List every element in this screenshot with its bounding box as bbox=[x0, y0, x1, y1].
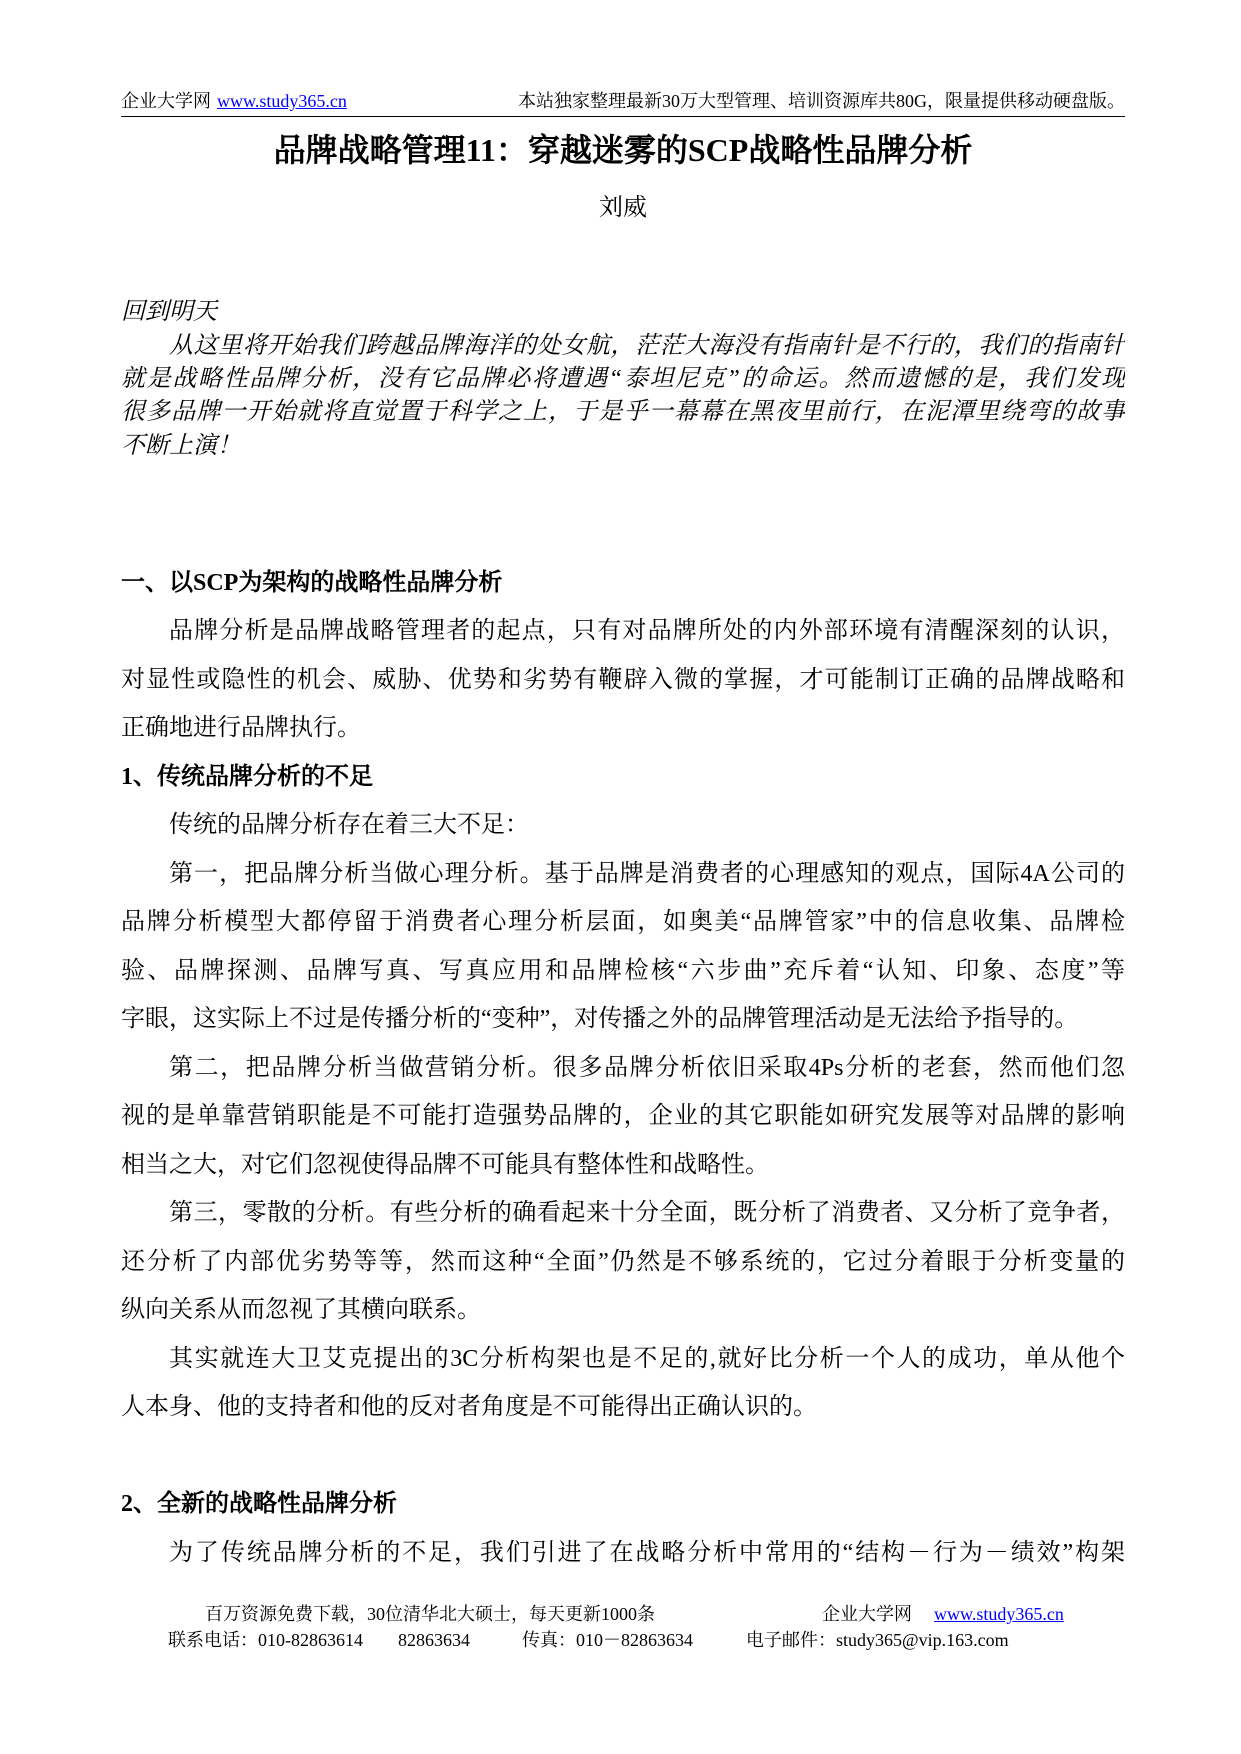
document-body bbox=[121, 559, 1125, 1578]
header-site-link[interactable]: www.study365.cn bbox=[217, 91, 347, 111]
header-site bbox=[121, 88, 347, 114]
paragraph bbox=[121, 1335, 1125, 1432]
header-site-name: 企业大学网 bbox=[121, 91, 211, 111]
footer-email: 电子邮件：study365@vip.163.com bbox=[746, 1630, 1009, 1650]
preface-heading: 回到明天 bbox=[121, 299, 217, 326]
paragraph-line: 为了传统品牌分析的不足，我们引进了在战略分析中常用的“结构－行为－绩效”构架 bbox=[169, 1539, 1125, 1566]
paragraph bbox=[121, 850, 1125, 1044]
paragraph-line: 第三，零散的分析。有些分析的确看起来十分全面，既分析了消费者、又分析了竞争者， bbox=[169, 1200, 1125, 1227]
header-divider bbox=[121, 116, 1125, 117]
subsection-heading: 1、传统品牌分析的不足 bbox=[121, 763, 373, 790]
footer-site-name: 企业大学网 bbox=[822, 1604, 912, 1624]
paragraph bbox=[121, 801, 1125, 850]
paragraph-line: 对显性或隐性的机会、威胁、优势和劣势有鞭辟入微的掌握，才可能制订正确的品牌战略和 bbox=[121, 666, 1125, 693]
preface-line: 就是战略性品牌分析，没有它品牌必将遭遇“泰坦尼克”的命运。然而遗憾的是，我们发现 bbox=[121, 365, 1125, 392]
paragraph-line: 相当之大，对它们忽视使得品牌不可能具有整体性和战略性。 bbox=[121, 1151, 769, 1178]
paragraph-line: 其实就连大卫艾克提出的3C分析构架也是不足的,就好比分析一个人的成功，单从他个 bbox=[169, 1345, 1125, 1372]
paragraph-line: 字眼，这实际上不过是传播分析的“变种”，对传播之外的品牌管理活动是无法给予指导的。 bbox=[121, 1006, 1079, 1033]
paragraph bbox=[121, 1044, 1125, 1190]
preface-line: 很多品牌一开始就将直觉置于科学之上，于是乎一幕幕在黑夜里前行，在泥潭里绕弯的故事 bbox=[121, 399, 1125, 426]
paragraph-line: 视的是单靠营销职能是不可能打造强势品牌的，企业的其它职能如研究发展等对品牌的影响 bbox=[121, 1103, 1125, 1130]
preface-line: 不断上演！ bbox=[121, 432, 241, 459]
paragraph-line: 还分析了内部优劣势等等，然而这种“全面”仍然是不够系统的，它过分着眼于分析变量的 bbox=[121, 1248, 1125, 1275]
footer-fax: 传真：010－82863634 bbox=[522, 1630, 693, 1650]
paragraph-line: 品牌分析模型大都停留于消费者心理分析层面，如奥美“品牌管家”中的信息收集、品牌检 bbox=[121, 909, 1125, 936]
paragraph-line: 第一，把品牌分析当做心理分析。基于品牌是消费者的心理感知的观点，国际4A公司的 bbox=[169, 860, 1125, 887]
paragraph bbox=[121, 1189, 1125, 1335]
footer-site-link[interactable]: www.study365.cn bbox=[934, 1604, 1064, 1624]
footer-phone: 联系电话：010-82863614 bbox=[168, 1630, 363, 1650]
header-notice: 本站独家整理最新30万大型管理、培训资源库共80G，限量提供移动硬盘版。 bbox=[518, 91, 1125, 111]
paragraph-line: 纵向关系从而忽视了其横向联系。 bbox=[121, 1297, 481, 1324]
blank-line bbox=[121, 1432, 1125, 1481]
preface-line: 从这里将开始我们跨越品牌海洋的处女航，茫茫大海没有指南针是不行的，我们的指南针 bbox=[169, 332, 1125, 359]
paragraph bbox=[121, 1529, 1125, 1578]
paragraph bbox=[121, 607, 1125, 753]
paragraph-line: 传统的品牌分析存在着三大不足： bbox=[169, 812, 529, 839]
footer-tagline: 百万资源免费下载，30位清华北大硕士，每天更新1000条 bbox=[205, 1604, 655, 1624]
paragraph-line: 正确地进行品牌执行。 bbox=[121, 715, 361, 742]
subsection-heading: 2、全新的战略性品牌分析 bbox=[121, 1491, 397, 1518]
paragraph-line: 验、品牌探测、品牌写真、写真应用和品牌检核“六步曲”充斥着“认知、印象、态度”等 bbox=[121, 957, 1125, 984]
section-heading: 一、以SCP为架构的战略性品牌分析 bbox=[121, 569, 503, 596]
paragraph-line: 第二，把品牌分析当做营销分析。很多品牌分析依旧采取4Ps分析的老套，然而他们忽 bbox=[169, 1054, 1125, 1081]
document-author: 刘威 bbox=[599, 195, 647, 221]
paragraph-line: 品牌分析是品牌战略管理者的起点，只有对品牌所处的内外部环境有清醒深刻的认识， bbox=[169, 618, 1125, 645]
paragraph-line: 人本身、他的支持者和他的反对者角度是不可能得出正确认识的。 bbox=[121, 1394, 817, 1421]
preface bbox=[121, 296, 1125, 462]
page-header bbox=[121, 88, 1125, 114]
footer-phone-alt: 82863634 bbox=[398, 1630, 470, 1650]
document-title: 品牌战略管理11：穿越迷雾的SCP战略性品牌分析 bbox=[273, 132, 973, 168]
